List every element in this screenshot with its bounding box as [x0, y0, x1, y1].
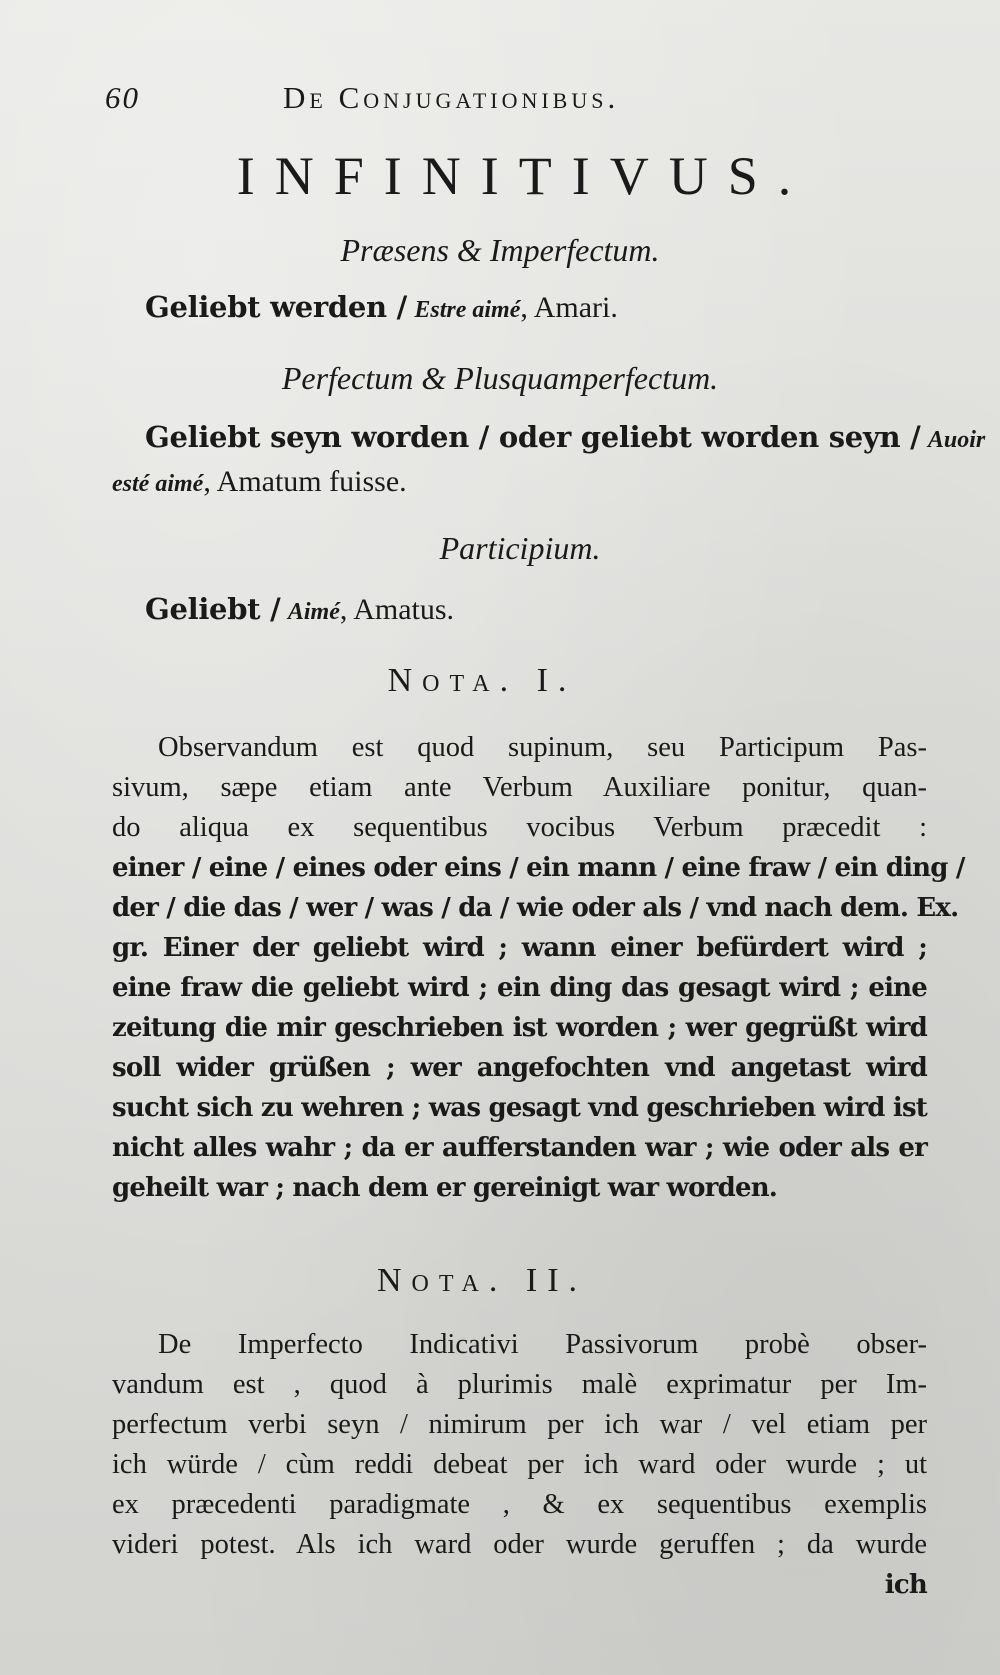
nota-2-heading: Nota. II.: [376, 1262, 588, 1299]
perfect-heading: Perfectum & Plusquamperfectum.: [281, 360, 719, 396]
nota-1-heading: Nota. I.: [387, 662, 577, 699]
running-head: De Conjugationibus.: [283, 80, 620, 115]
nota-1-line: der / die das / wer / was / da / wie oder als / vnd nach dem. Ex.: [112, 893, 959, 923]
present-german: Geliebt werden /: [145, 290, 407, 324]
catchword: ich: [884, 1570, 927, 1600]
perfect-french-2: esté aimé: [112, 471, 204, 497]
perfect-line-2: [112, 465, 407, 499]
section-title: INFINITIVUS.: [236, 146, 812, 206]
nota-2-line: videri potest. Als ich ward oder wurde geruffen ; da wurde: [112, 1529, 927, 1560]
participle-line: [145, 592, 454, 627]
present-latin: , Amari.: [520, 291, 618, 324]
page-header: [105, 80, 925, 125]
nota-1-line: zeitung die mir geschrieben ist worden ; wer gegrüßt wird: [112, 1013, 927, 1043]
nota-1-paragraph: [112, 728, 965, 1208]
nota-1-line: Observandum est quod supinum, seu Participum Pas-: [158, 732, 927, 763]
nota-1-line: sivum, sæpe etiam ante Verbum Auxiliare ponitur, quan-: [112, 772, 927, 803]
present-french: Estre aimé: [414, 297, 521, 323]
nota-2-line: De Imperfecto Indicativi Passivorum probè obser-: [158, 1329, 927, 1360]
perfect-line-1: [145, 420, 985, 455]
nota-2-line: ich würde / cùm reddi debeat per ich ward oder wurde ; ut: [112, 1449, 927, 1480]
nota-1-line: geheilt war ; nach dem er gereinigt war worden.: [112, 1173, 778, 1203]
nota-2-line: ex præcedenti paradigmate , & ex sequentibus exemplis: [112, 1489, 927, 1520]
nota-1-line: eine fraw die geliebt wird ; ein ding das gesagt wird ; eine: [112, 973, 927, 1003]
participle-french: Aimé: [287, 599, 340, 625]
present-line: [145, 290, 618, 325]
nota-2-paragraph: [112, 1325, 927, 1605]
page-number: 60: [105, 80, 140, 115]
nota-1-line: gr. Einer der geliebt wird ; wann einer befürdert wird ;: [112, 933, 927, 963]
perfect-french-1: Auoir: [927, 427, 986, 453]
nota-1-line: einer / eine / eines oder eins / ein mann / eine fraw / ein ding /: [112, 853, 965, 883]
nota-1-line: sucht sich zu wehren ; was gesagt vnd geschrieben wird ist: [112, 1093, 927, 1123]
present-heading: Præsens & Imperfectum.: [340, 232, 660, 268]
participle-heading: Participium.: [439, 530, 601, 566]
nota-1-line: soll wider grüßen ; wer angefochten vnd angetast wird: [112, 1053, 927, 1083]
nota-1-line: do aliqua ex sequentibus vocibus Verbum præcedit :: [112, 812, 927, 843]
nota-2-line: vandum est , quod à plurimis malè exprimatur per Im-: [112, 1369, 927, 1400]
nota-1-line: nicht alles wahr ; da er aufferstanden war ; wie oder als er: [112, 1133, 927, 1163]
nota-2-line: perfectum verbi seyn / nimirum per ich war / vel etiam per: [112, 1409, 927, 1440]
perfect-german: Geliebt seyn worden / oder geliebt worden seyn /: [145, 420, 921, 454]
participle-german: Geliebt /: [145, 592, 281, 626]
perfect-latin: , Amatum fuisse.: [203, 465, 407, 498]
participle-latin: , Amatus.: [339, 593, 455, 626]
